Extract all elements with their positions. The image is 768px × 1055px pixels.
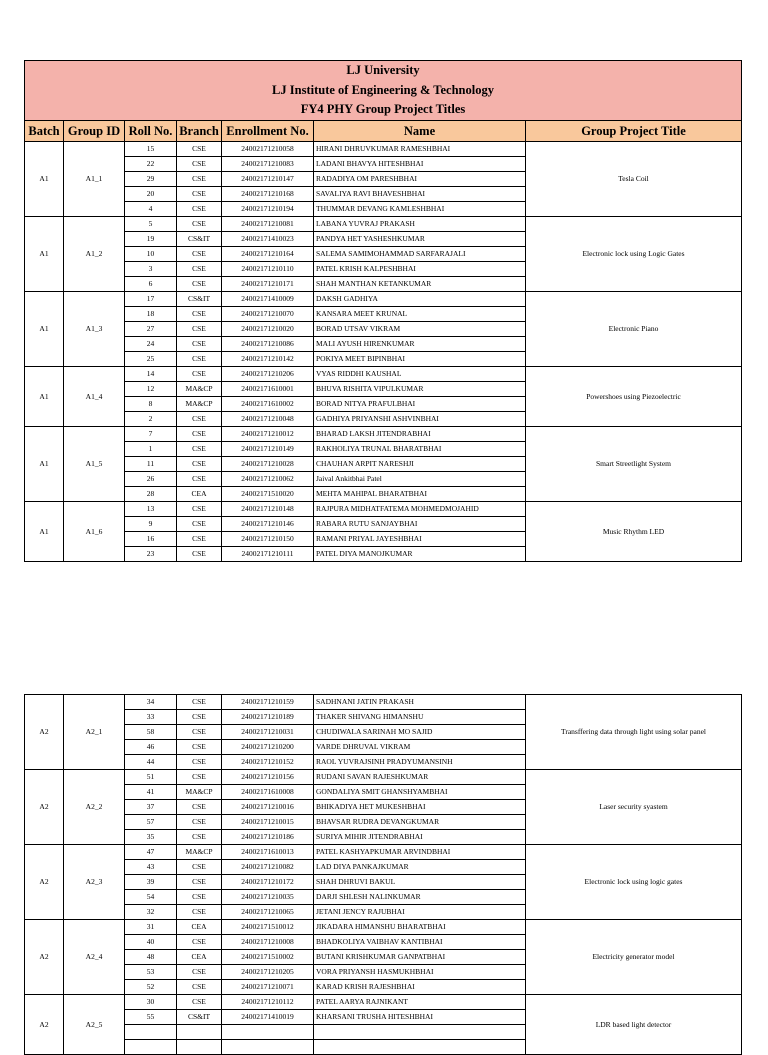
batch-cell: A2	[25, 920, 64, 995]
enrollment-cell: 24002171210081	[222, 217, 314, 232]
name-cell	[314, 1025, 526, 1040]
enrollment-cell: 24002171210147	[222, 172, 314, 187]
roll-no-cell: 16	[125, 532, 177, 547]
branch-cell: CSE	[177, 262, 222, 277]
roll-no-cell: 19	[125, 232, 177, 247]
branch-cell: MA&CP	[177, 845, 222, 860]
name-cell: GONDALIYA SMIT GHANSHYAMBHAI	[314, 785, 526, 800]
branch-cell: CSE	[177, 202, 222, 217]
enrollment-cell: 24002171210082	[222, 860, 314, 875]
branch-cell	[177, 1040, 222, 1055]
batch-cell: A1	[25, 217, 64, 292]
roll-no-cell: 4	[125, 202, 177, 217]
name-cell: POKIYA MEET BIPINBHAI	[314, 352, 526, 367]
enrollment-cell: 24002171210008	[222, 935, 314, 950]
project-title-cell: Transffering data through light using solar panel	[526, 695, 742, 770]
roll-no-cell: 24	[125, 337, 177, 352]
title-institute: LJ Institute of Engineering & Technology	[272, 82, 494, 97]
branch-cell: CSE	[177, 217, 222, 232]
name-cell: PATEL KASHYAPKUMAR ARVINDBHAI	[314, 845, 526, 860]
table-body-bottom	[25, 695, 742, 1055]
name-cell: THAKER SHIVANG HIMANSHU	[314, 710, 526, 725]
roll-no-cell: 29	[125, 172, 177, 187]
enrollment-cell: 24002171210194	[222, 202, 314, 217]
table-row	[25, 367, 742, 382]
enrollment-cell: 24002171610013	[222, 845, 314, 860]
enrollment-cell: 24002171210083	[222, 157, 314, 172]
branch-cell: CSE	[177, 187, 222, 202]
name-cell: SURIYA MIHIR JITENDRABHAI	[314, 830, 526, 845]
roll-no-cell: 53	[125, 965, 177, 980]
batch-cell: A2	[25, 770, 64, 845]
roll-no-cell: 5	[125, 217, 177, 232]
branch-cell: CSE	[177, 710, 222, 725]
branch-cell: CSE	[177, 307, 222, 322]
enrollment-cell: 24002171410019	[222, 1010, 314, 1025]
group-id-cell: A2_5	[64, 995, 125, 1055]
roll-no-cell: 57	[125, 815, 177, 830]
branch-cell: CSE	[177, 890, 222, 905]
roll-no-cell: 35	[125, 830, 177, 845]
table-row	[25, 142, 742, 157]
enrollment-cell: 24002171210171	[222, 277, 314, 292]
branch-cell: CS&IT	[177, 232, 222, 247]
roll-no-cell: 55	[125, 1010, 177, 1025]
name-cell: CHAUHAN ARPIT NARESHJI	[314, 457, 526, 472]
enrollment-cell	[222, 1040, 314, 1055]
batch-cell: A2	[25, 845, 64, 920]
project-title-cell: Smart Streetlight System	[526, 427, 742, 502]
project-title-cell: LDR based light detector	[526, 995, 742, 1055]
enrollment-cell: 24002171210035	[222, 890, 314, 905]
name-cell: VYAS RIDDHI KAUSHAL	[314, 367, 526, 382]
col-header-roll-no: Roll No.	[125, 121, 177, 142]
roll-no-cell: 14	[125, 367, 177, 382]
branch-cell: CSE	[177, 427, 222, 442]
name-cell: RADADIYA OM PARESHBHAI	[314, 172, 526, 187]
roll-no-cell: 3	[125, 262, 177, 277]
roll-no-cell: 15	[125, 142, 177, 157]
enrollment-cell: 24002171210058	[222, 142, 314, 157]
roll-no-cell: 33	[125, 710, 177, 725]
name-cell: BORAD NITYA PRAFULBHAI	[314, 397, 526, 412]
branch-cell: CS&IT	[177, 1010, 222, 1025]
name-cell: BHUVA RISHITA VIPULKUMAR	[314, 382, 526, 397]
branch-cell: CSE	[177, 860, 222, 875]
roll-no-cell: 46	[125, 740, 177, 755]
name-cell: LABANA YUVRAJ PRAKASH	[314, 217, 526, 232]
group-id-cell: A1_3	[64, 292, 125, 367]
name-cell: GADHIYA PRIYANSHI ASHVINBHAI	[314, 412, 526, 427]
table-body-top	[25, 142, 742, 562]
roll-no-cell: 47	[125, 845, 177, 860]
roll-no-cell: 51	[125, 770, 177, 785]
enrollment-cell: 24002171210156	[222, 770, 314, 785]
enrollment-cell: 24002171210146	[222, 517, 314, 532]
name-cell: DAKSH GADHIYA	[314, 292, 526, 307]
name-cell: RAJPURA MIDHATFATEMA MOHMEDMOJAHID	[314, 502, 526, 517]
name-cell: PANDYA HET YASHESHKUMAR	[314, 232, 526, 247]
name-cell: RAKHOLIYA TRUNAL BHARATBHAI	[314, 442, 526, 457]
batch-cell: A2	[25, 695, 64, 770]
roll-no-cell: 28	[125, 487, 177, 502]
header-row	[25, 121, 742, 142]
branch-cell: CSE	[177, 725, 222, 740]
branch-cell: CSE	[177, 367, 222, 382]
enrollment-cell: 24002171210110	[222, 262, 314, 277]
roll-no-cell: 17	[125, 292, 177, 307]
branch-cell: CSE	[177, 247, 222, 262]
project-title-cell: Electronic lock using Logic Gates	[526, 217, 742, 292]
branch-cell: CSE	[177, 412, 222, 427]
enrollment-cell: 24002171210062	[222, 472, 314, 487]
table-row	[25, 920, 742, 935]
roll-no-cell: 37	[125, 800, 177, 815]
enrollment-cell: 24002171210172	[222, 875, 314, 890]
name-cell: RAMANI PRIYAL JAYESHBHAI	[314, 532, 526, 547]
name-cell: SAVALIYA RAVI BHAVESHBHAI	[314, 187, 526, 202]
name-cell: KHARSANI TRUSHA HITESHBHAI	[314, 1010, 526, 1025]
branch-cell: CSE	[177, 965, 222, 980]
enrollment-cell: 24002171210142	[222, 352, 314, 367]
name-cell	[314, 1040, 526, 1055]
enrollment-cell: 24002171210205	[222, 965, 314, 980]
name-cell: MEHTA MAHIPAL BHARATBHAI	[314, 487, 526, 502]
group-id-cell: A1_5	[64, 427, 125, 502]
roll-no-cell: 43	[125, 860, 177, 875]
title-subject: FY4 PHY Group Project Titles	[300, 102, 466, 117]
col-header-group-id: Group ID	[64, 121, 125, 142]
name-cell: THUMMAR DEVANG KAMLESHBHAI	[314, 202, 526, 217]
table-row	[25, 217, 742, 232]
name-cell: SHAH MANTHAN KETANKUMAR	[314, 277, 526, 292]
project-title-cell: Tesla Coil	[526, 142, 742, 217]
branch-cell: CSE	[177, 157, 222, 172]
name-cell: PATEL DIYA MANOJKUMAR	[314, 547, 526, 562]
name-cell: DARJI SHLESH NALINKUMAR	[314, 890, 526, 905]
name-cell: VARDE DHRUVAL VIKRAM	[314, 740, 526, 755]
table-row	[25, 695, 742, 710]
branch-cell: MA&CP	[177, 382, 222, 397]
roll-no-cell: 6	[125, 277, 177, 292]
table-row	[25, 770, 742, 785]
roll-no-cell: 22	[125, 157, 177, 172]
branch-cell: CSE	[177, 502, 222, 517]
group-id-cell: A1_6	[64, 502, 125, 562]
enrollment-cell: 24002171210028	[222, 457, 314, 472]
branch-cell: CSE	[177, 547, 222, 562]
branch-cell: CEA	[177, 920, 222, 935]
name-cell: LAD DIYA PANKAJKUMAR	[314, 860, 526, 875]
branch-cell: CSE	[177, 457, 222, 472]
roll-no-cell: 18	[125, 307, 177, 322]
name-cell: KARAD KRISH RAJESHBHAI	[314, 980, 526, 995]
roll-no-cell: 30	[125, 995, 177, 1010]
branch-cell: CSE	[177, 905, 222, 920]
enrollment-cell: 24002171210086	[222, 337, 314, 352]
col-header-project-title: Group Project Title	[526, 121, 742, 142]
roll-no-cell: 13	[125, 502, 177, 517]
roll-no-cell: 44	[125, 755, 177, 770]
enrollment-cell: 24002171210200	[222, 740, 314, 755]
roll-no-cell: 11	[125, 457, 177, 472]
branch-cell: CSE	[177, 770, 222, 785]
branch-cell: CSE	[177, 337, 222, 352]
roll-no-cell: 12	[125, 382, 177, 397]
enrollment-cell: 24002171210112	[222, 995, 314, 1010]
name-cell: HIRANI DHRUVKUMAR RAMESHBHAI	[314, 142, 526, 157]
enrollment-cell: 24002171210020	[222, 322, 314, 337]
branch-cell: CSE	[177, 322, 222, 337]
roll-no-cell: 8	[125, 397, 177, 412]
group-id-cell: A2_4	[64, 920, 125, 995]
roll-no-cell: 34	[125, 695, 177, 710]
roll-no-cell: 23	[125, 547, 177, 562]
branch-cell	[177, 1025, 222, 1040]
branch-cell: CSE	[177, 442, 222, 457]
name-cell: BHIKADIYA HET MUKESHBHAI	[314, 800, 526, 815]
branch-cell: CEA	[177, 950, 222, 965]
roll-no-cell: 39	[125, 875, 177, 890]
name-cell: VORA PRIYANSH HASMUKHBHAI	[314, 965, 526, 980]
project-title-cell: Music Rhythm LED	[526, 502, 742, 562]
name-cell: MALI AYUSH HIRENKUMAR	[314, 337, 526, 352]
enrollment-cell	[222, 1025, 314, 1040]
batch-cell: A1	[25, 142, 64, 217]
enrollment-cell: 24002171510020	[222, 487, 314, 502]
table-row	[25, 502, 742, 517]
branch-cell: CSE	[177, 875, 222, 890]
enrollment-cell: 24002171210148	[222, 502, 314, 517]
col-header-enrollment: Enrollment No.	[222, 121, 314, 142]
group-id-cell: A2_2	[64, 770, 125, 845]
roll-no-cell: 48	[125, 950, 177, 965]
enrollment-cell: 24002171210186	[222, 830, 314, 845]
name-cell: JIKADARA HIMANSHU BHARATBHAI	[314, 920, 526, 935]
group-id-cell: A2_1	[64, 695, 125, 770]
roll-no-cell: 10	[125, 247, 177, 262]
branch-cell: CSE	[177, 830, 222, 845]
name-cell: PATEL KRISH KALPESHBHAI	[314, 262, 526, 277]
group-id-cell: A1_2	[64, 217, 125, 292]
name-cell: BHAVSAR RUDRA DEVANGKUMAR	[314, 815, 526, 830]
roll-no-cell: 31	[125, 920, 177, 935]
group-id-cell: A2_3	[64, 845, 125, 920]
name-cell: SALEMA SAMIMOHAMMAD SARFARAJALI	[314, 247, 526, 262]
project-title-cell: Laser security syastem	[526, 770, 742, 845]
enrollment-cell: 24002171210065	[222, 905, 314, 920]
enrollment-cell: 24002171210189	[222, 710, 314, 725]
project-title-cell: Powershoes using Piezoelectric	[526, 367, 742, 427]
branch-cell: CSE	[177, 472, 222, 487]
name-cell: RAOL YUVRAJSINH PRADYUMANSINH	[314, 755, 526, 770]
batch-cell: A1	[25, 292, 64, 367]
enrollment-cell: 24002171210206	[222, 367, 314, 382]
branch-cell: CSE	[177, 935, 222, 950]
name-cell: KANSARA MEET KRUNAL	[314, 307, 526, 322]
roll-no-cell: 40	[125, 935, 177, 950]
enrollment-cell: 24002171210111	[222, 547, 314, 562]
enrollment-cell: 24002171210150	[222, 532, 314, 547]
enrollment-cell: 24002171610002	[222, 397, 314, 412]
enrollment-cell: 24002171210015	[222, 815, 314, 830]
table-row	[25, 995, 742, 1010]
branch-cell: CSE	[177, 800, 222, 815]
enrollment-cell: 24002171210168	[222, 187, 314, 202]
group-id-cell: A1_1	[64, 142, 125, 217]
roll-no-cell: 2	[125, 412, 177, 427]
batch-cell: A1	[25, 427, 64, 502]
roll-no-cell: 54	[125, 890, 177, 905]
enrollment-cell: 24002171210016	[222, 800, 314, 815]
name-cell: SADHNANI JATIN PRAKASH	[314, 695, 526, 710]
project-title-cell: Electronic lock using logic gates	[526, 845, 742, 920]
project-title-cell: Electronic Piano	[526, 292, 742, 367]
branch-cell: CSE	[177, 995, 222, 1010]
roll-no-cell: 1	[125, 442, 177, 457]
table-row	[25, 292, 742, 307]
enrollment-cell: 24002171210071	[222, 980, 314, 995]
name-cell: BHARAD LAKSH JITENDRABHAI	[314, 427, 526, 442]
roll-no-cell	[125, 1025, 177, 1040]
name-cell: Jaival Ankitbhai Patel	[314, 472, 526, 487]
branch-cell: CEA	[177, 487, 222, 502]
name-cell: LADANI BHAVYA HITESHBHAI	[314, 157, 526, 172]
branch-cell: CSE	[177, 980, 222, 995]
roll-no-cell: 52	[125, 980, 177, 995]
name-cell: BUTANI KRISHKUMAR GANPATBHAI	[314, 950, 526, 965]
enrollment-cell: 24002171610008	[222, 785, 314, 800]
name-cell: RABARA RUTU SANJAYBHAI	[314, 517, 526, 532]
enrollment-cell: 24002171210164	[222, 247, 314, 262]
project-table-bottom	[24, 694, 742, 1055]
name-cell: PATEL AARYA RAJNIKANT	[314, 995, 526, 1010]
project-title-cell: Electricity generator model	[526, 920, 742, 995]
enrollment-cell: 24002171210031	[222, 725, 314, 740]
enrollment-cell: 24002171210070	[222, 307, 314, 322]
roll-no-cell: 27	[125, 322, 177, 337]
col-header-branch: Branch	[177, 121, 222, 142]
batch-cell: A1	[25, 502, 64, 562]
project-table-top	[24, 60, 742, 562]
roll-no-cell	[125, 1040, 177, 1055]
enrollment-cell: 24002171510002	[222, 950, 314, 965]
branch-cell: CSE	[177, 517, 222, 532]
name-cell: BHADKOLIYA VAIBHAV KANTIBHAI	[314, 935, 526, 950]
batch-cell: A2	[25, 995, 64, 1055]
roll-no-cell: 9	[125, 517, 177, 532]
branch-cell: CSE	[177, 142, 222, 157]
roll-no-cell: 32	[125, 905, 177, 920]
branch-cell: CSE	[177, 815, 222, 830]
name-cell: JETANI JENCY RAJUBHAI	[314, 905, 526, 920]
branch-cell: CSE	[177, 277, 222, 292]
roll-no-cell: 7	[125, 427, 177, 442]
enrollment-cell: 24002171210159	[222, 695, 314, 710]
name-cell: RUDANI SAVAN RAJESHKUMAR	[314, 770, 526, 785]
enrollment-cell: 24002171210152	[222, 755, 314, 770]
enrollment-cell: 24002171610001	[222, 382, 314, 397]
branch-cell: CSE	[177, 352, 222, 367]
table-row	[25, 427, 742, 442]
branch-cell: MA&CP	[177, 785, 222, 800]
roll-no-cell: 26	[125, 472, 177, 487]
batch-cell: A1	[25, 367, 64, 427]
branch-cell: CSE	[177, 532, 222, 547]
enrollment-cell: 24002171410023	[222, 232, 314, 247]
table-row	[25, 845, 742, 860]
document-title	[25, 61, 742, 121]
branch-cell: CS&IT	[177, 292, 222, 307]
branch-cell: MA&CP	[177, 397, 222, 412]
branch-cell: CSE	[177, 172, 222, 187]
branch-cell: CSE	[177, 740, 222, 755]
col-header-name: Name	[314, 121, 526, 142]
branch-cell: CSE	[177, 695, 222, 710]
enrollment-cell: 24002171210149	[222, 442, 314, 457]
roll-no-cell: 41	[125, 785, 177, 800]
title-university: LJ University	[346, 63, 420, 78]
name-cell: BORAD UTSAV VIKRAM	[314, 322, 526, 337]
roll-no-cell: 20	[125, 187, 177, 202]
enrollment-cell: 24002171410009	[222, 292, 314, 307]
col-header-batch: Batch	[25, 121, 64, 142]
enrollment-cell: 24002171210012	[222, 427, 314, 442]
roll-no-cell: 25	[125, 352, 177, 367]
enrollment-cell: 24002171510012	[222, 920, 314, 935]
name-cell: SHAH DHRUVI BAKUL	[314, 875, 526, 890]
group-id-cell: A1_4	[64, 367, 125, 427]
name-cell: CHUDIWALA SARINAH MO SAJID	[314, 725, 526, 740]
enrollment-cell: 24002171210048	[222, 412, 314, 427]
roll-no-cell: 58	[125, 725, 177, 740]
branch-cell: CSE	[177, 755, 222, 770]
